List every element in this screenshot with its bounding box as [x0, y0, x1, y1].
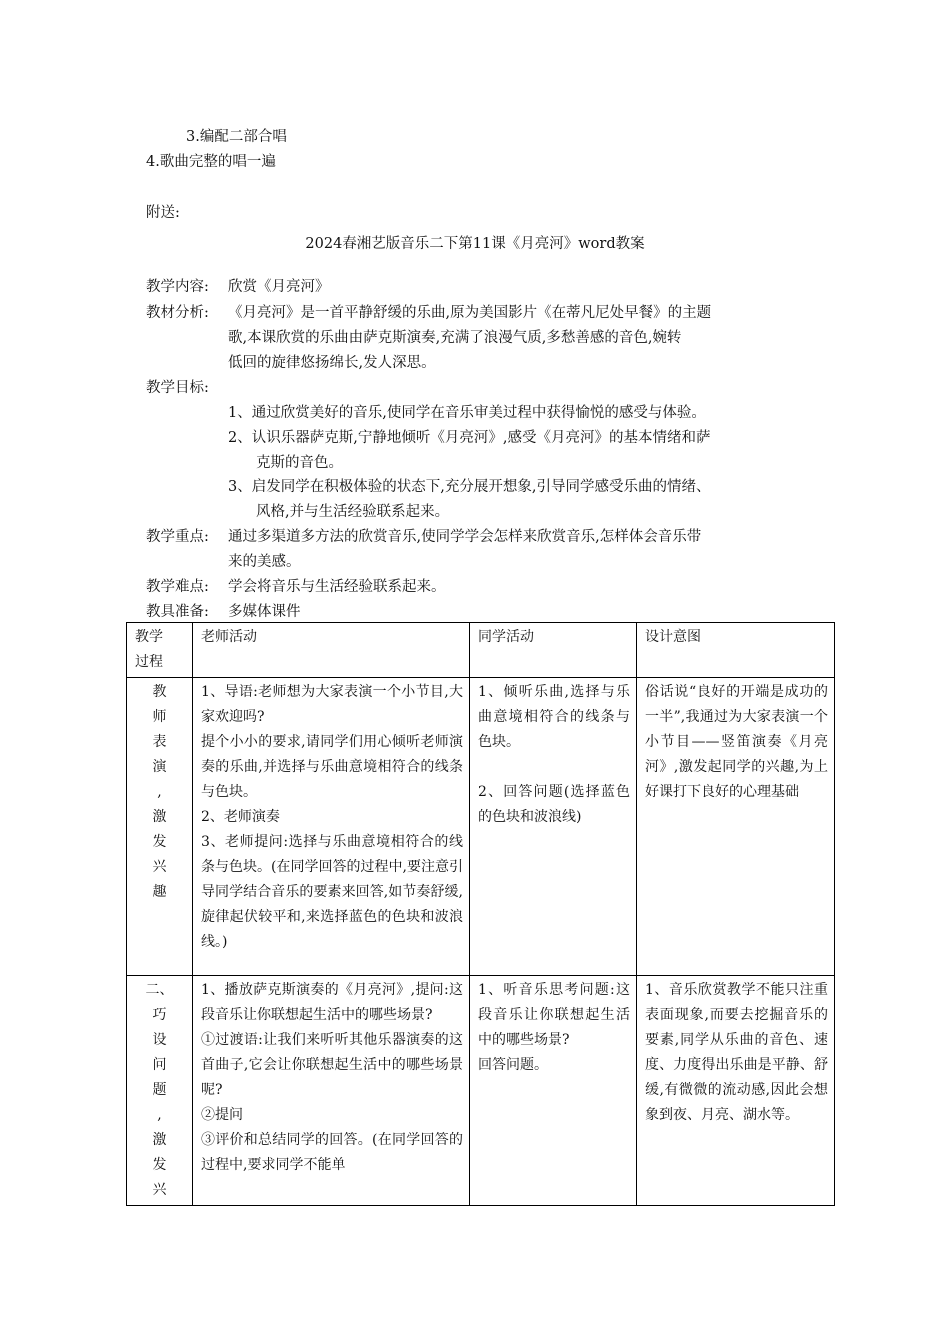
- student-activity-cell: [470, 678, 637, 976]
- design-intent-cell: [637, 976, 835, 1206]
- difficulty-text: 学会将音乐与生活经验联系起来。: [228, 579, 446, 595]
- table-row: [127, 678, 835, 976]
- key-point-label: 教学重点:: [146, 529, 209, 545]
- stage-cell: 二、 巧 设 问 题 , 激 发 兴: [127, 976, 193, 1206]
- content-label: 教学内容:: [146, 279, 209, 295]
- difficulty-label: 教学难点:: [146, 579, 209, 595]
- design-intent-cell: [637, 678, 835, 976]
- header-student: 同学活动: [470, 623, 637, 678]
- document-title: 2024春湘艺版音乐二下第11课《月亮河》word教案: [305, 236, 645, 252]
- key-point-text-cont: 来的美感。: [228, 554, 301, 570]
- appendix-label: 附送:: [146, 205, 180, 221]
- student-activity-cell: [470, 976, 637, 1206]
- student-step: 1、倾听乐曲,选择与乐曲意境相符合的线条与色块。: [478, 684, 630, 750]
- content-text: 欣赏《月亮河》: [228, 279, 330, 295]
- table-row: [127, 976, 835, 1206]
- teacher-step: 3、老师提问:选择与乐曲意境相符合的线条与色块。(在同学回答的过程中,要注意引导同学结合音乐的要素来回答,如节奏舒缓,旋律起伏较平和,来选择蓝色的色块和波浪线。): [201, 834, 463, 950]
- goal-item-2-cont: 克斯的音色。: [256, 455, 343, 471]
- lesson-process-table: [126, 622, 835, 1206]
- student-step: 2、回答问题(选择蓝色的色块和波浪线): [478, 784, 630, 825]
- goal-item-1: 1、通过欣赏美好的音乐,使同学在音乐审美过程中获得愉悦的感受与体验。: [228, 405, 706, 421]
- stage-cell: 教 师 表 演 , 激 发 兴 趣: [127, 678, 193, 976]
- tools-label: 教具准备:: [146, 604, 209, 620]
- teacher-activity-cell: [193, 678, 470, 976]
- header-intent: 设计意图: [637, 623, 835, 678]
- intent-text: 1、音乐欣赏教学不能只注重表面现象,而要去挖掘音乐的要素,同学从乐曲的音色、速度、力度得出乐曲是平静、舒缓,有微微的流动感,因此会想象到夜、月亮、湖水等。: [645, 982, 828, 1123]
- list-item-4: 4.歌曲完整的唱一遍: [146, 154, 276, 170]
- teacher-step: ③评价和总结同学的回答。(在同学回答的过程中,要求同学不能单: [201, 1132, 463, 1173]
- analysis-line: 歌,本课欣赏的乐曲由萨克斯演奏,充满了浪漫气质,多愁善感的音色,婉转: [228, 330, 682, 346]
- analysis-label: 教材分析:: [146, 305, 209, 321]
- student-step: 回答问题。: [478, 1057, 548, 1073]
- analysis-line: 《月亮河》是一首平静舒缓的乐曲,原为美国影片《在蒂凡尼处早餐》的主题: [228, 305, 712, 321]
- analysis-line: 低回的旋律悠扬绵长,发人深思。: [228, 355, 436, 371]
- teacher-step: 提个小小的要求,请同学们用心倾听老师演奏的乐曲,并选择与乐曲意境相符合的线条与色块。: [201, 734, 463, 800]
- goal-item-3-cont: 风格,并与生活经验联系起来。: [256, 504, 450, 520]
- key-point-text: 通过多渠道多方法的欣赏音乐,使同学学会怎样来欣赏音乐,怎样体会音乐带: [228, 529, 702, 545]
- list-item-3: 3.编配二部合唱: [186, 129, 287, 145]
- teacher-step: 2、老师演奏: [201, 809, 280, 825]
- teacher-step: ①过渡语:让我们来听听其他乐器演奏的这首曲子,它会让你联想起生活中的哪些场景呢?: [201, 1032, 463, 1098]
- header-teacher: 老师活动: [193, 623, 470, 678]
- student-step: 1、听音乐思考问题:这段音乐让你联想起生活中的哪些场景?: [478, 982, 630, 1048]
- goals-label: 教学目标:: [146, 380, 209, 396]
- teacher-step: 1、播放萨克斯演奏的《月亮河》,提问:这段音乐让你联想起生活中的哪些场景?: [201, 982, 463, 1023]
- intent-text: 俗话说“良好的开端是成功的一半”,我通过为大家表演一个小节目——竖笛演奏《月亮河》,激发起同学的兴趣,为上好课打下良好的心理基础: [645, 684, 828, 800]
- header-process: 教学过程: [127, 623, 193, 678]
- tools-text: 多媒体课件: [228, 604, 301, 620]
- goal-item-2: 2、认识乐器萨克斯,宁静地倾听《月亮河》,感受《月亮河》的基本情绪和萨: [228, 430, 711, 446]
- table-header-row: [127, 623, 835, 678]
- teacher-step: ②提问: [201, 1107, 243, 1123]
- goal-item-3: 3、启发同学在积极体验的状态下,充分展开想象,引导同学感受乐曲的情绪、: [228, 479, 711, 495]
- teacher-step: 1、导语:老师想为大家表演一个小节目,大家欢迎吗?: [201, 684, 463, 725]
- teacher-activity-cell: [193, 976, 470, 1206]
